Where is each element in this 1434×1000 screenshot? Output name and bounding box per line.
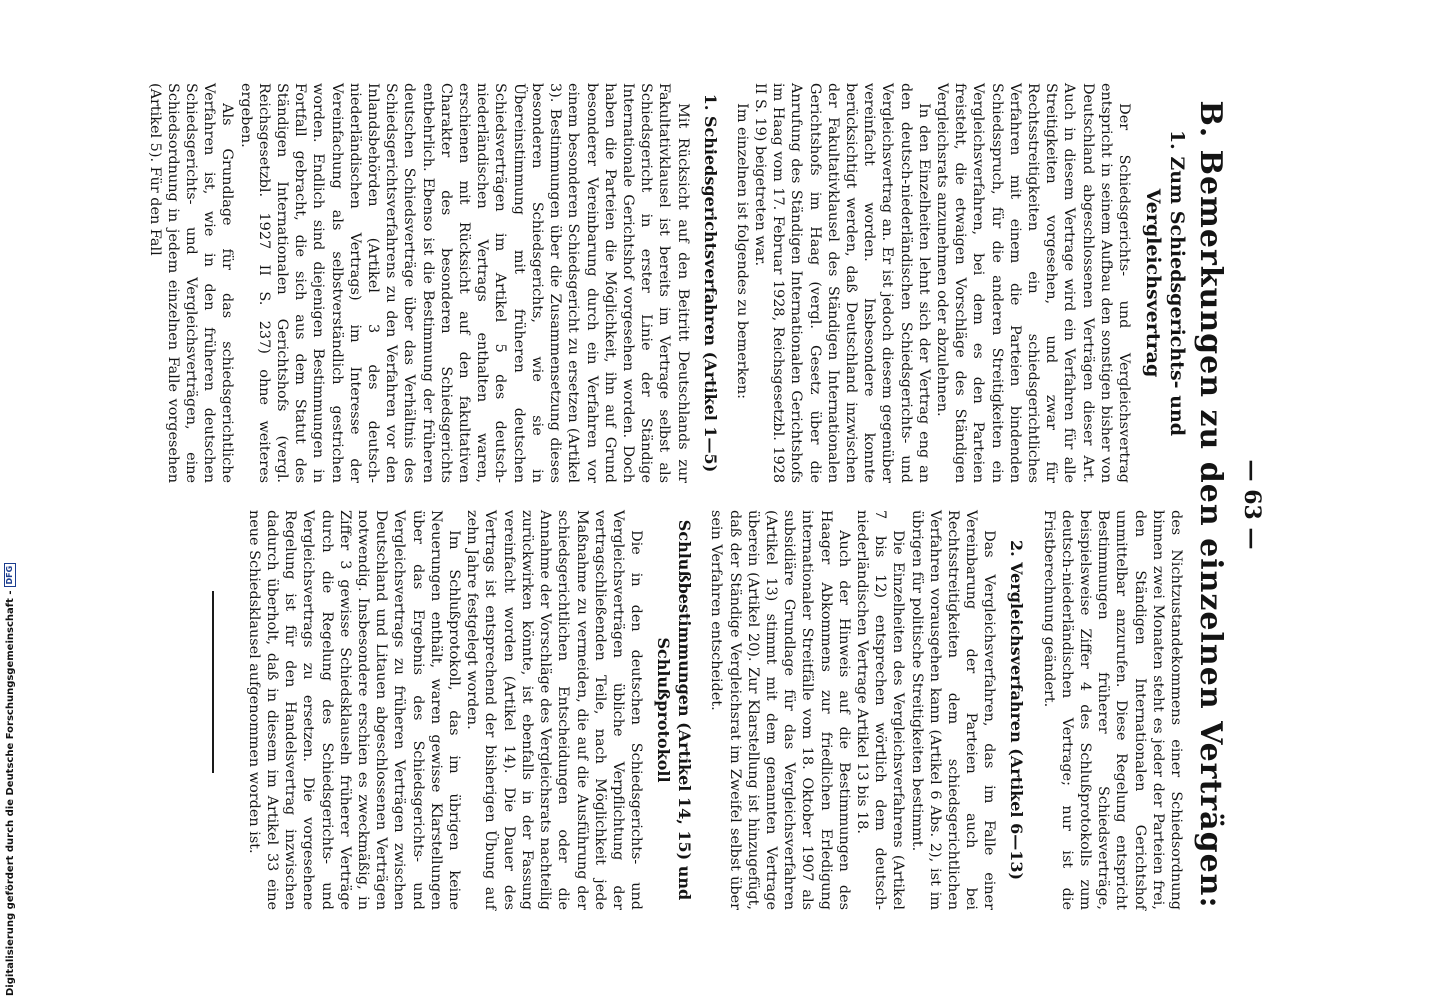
paragraph: Der Schiedsgerichts- und Vergleichsvertrag entspricht in seinem Aufbau den sonstigen bisher von Deutschland abgeschlossenen Verträgen dieser Art. Auch in diesem Vertrage wird ein Verfahren für alle Streitigkeiten vorgesehen, und zwar für Rechtsstreitigkeiten ein schiedsgerichtliches Verfahren mit einem die Parteien bindenden Schiedsspruch, für die anderen Streitigkeiten ein Vergleichsverfahren, bei dem es den Parteien freisteht, die etwaigen Vorschläge des Ständigen Vergleichsrats anzunehmen oder abzulehnen. [933, 83, 1132, 483]
page-headline: B. Bemerkungen zu den einzelnen Verträgen: [1193, 100, 1228, 909]
paragraph: Auch der Hinweis auf die Bestimmungen des Haager Abkommens zur friedlichen Erledigung internationaler Streitfälle vom 18. Oktober 1907 als subsidiäre Grundlage für das Vergleichsverfahren (Artikel 13) stimmt mit dem genannten Vertrage überein (Artikel 20). Zur Klarstellung ist hinzugefügt, daß der Ständige Vergleichsrat im Zweifel selbst über sein Verfahren entscheidet. [708, 510, 852, 910]
paragraph: des Nichtzustandekommens einer Schiedsordnung binnen zwei Monaten steht es jeder der Parteien frei, den Ständigen Internationalen Gerichtshof unmittelbar anzurufen. Diese Regelung entspricht Bestimmungen früherer Schiedsverträge, beispielsweise Ziffer 4 des Schlußprotokolls zum deutsch-niederländischen Vertrage; nur ist die Fristberechnung geändert. [1040, 510, 1184, 910]
digitization-credit [4, 563, 16, 996]
paragraph: Die Einzelheiten des Vergleichsverfahrens (Artikel 7 bis 12) entsprechen wörtlich dem deutsch-niederländischen Vertrage Artikel 13 bis 18. [853, 510, 907, 910]
paragraph: Das Vergleichsverfahren, das im Falle einer Vereinbarung der Parteien auch bei Rechtsstreitigkeiten dem schiedsgerichtlichen Verfahren vorausgehen kann (Artikel 6 Abs. 2), ist im übrigen für politische Streitigkeiten bestimmt. [908, 510, 998, 910]
left-column [145, 83, 1189, 483]
paragraph: Als Grundlage für das schiedsgerichtliche Verfahren ist, wie in den früheren deutschen Schiedsgerichts- und Vergleichsverträgen, eine Schiedsordnung in jedem einzelnen Falle vorgesehen (Artikel 5). Für den Fall [146, 83, 236, 483]
section-heading: 1. Zum Schiedsgerichts- und Vergleichsvertrag [1142, 129, 1188, 437]
sub-heading: 2. Vergleichsverfahren (Artikel 6—13) [1007, 539, 1027, 881]
sub-heading: 1. Schiedsgerichtsverfahren (Artikel 1—5) [700, 93, 720, 473]
dfg-logo-icon: DFG [4, 563, 16, 588]
paragraph: Im einzelnen ist folgendes zu bemerken: [733, 103, 750, 399]
paragraph: Die in den deutschen Schiedsgerichts- und Vergleichsverträgen übliche Verpflichtung der vertragschließenden Teile, nach Möglichkeit jede Maßnahme zu vermeiden, die auf die Ausführung der schiedsgerichtlichen Entscheidungen oder die Annahme der Vorschläge des Vergleichsrats nachteilig zurückwirken könnte, ist ebenfalls in der Fassung vereinfacht worden (Artikel 14). Die Dauer des Vertrags ist entsprechend der bisherigen Übung auf zehn Jahre festgelegt worden. [464, 510, 645, 910]
paragraph: In den Einzelheiten lehnt sich der Vertrag eng an den deutsch-niederländischen Schiedsgerichts- und Vergleichsvertrag an. Er ist jedoch diesem gegenüber vereinfacht worden. Insbesondere konnte berücksichtigt werden, daß Deutschland inzwischen der Fakultativklausel des Ständigen Internationalen Gerichtshofs im Haag (vergl. Gesetz über die Anrufung des Ständigen Internationalen Gerichtshofs im Haag vom 17. Februar 1928, Reichsgesetzbl. 1928 II S. 19) beigetreten war. [751, 83, 932, 483]
right-column [245, 510, 1185, 910]
horizontal-rule [212, 591, 214, 773]
sub-heading: Schlußbestimmungen (Artikel 14, 15) und Schlußprotokoll [654, 519, 695, 901]
scanned-page [146, 78, 1289, 931]
paragraph: Im Schlußprotokoll, das im übrigen keine Neuerungen enthält, waren gewisse Klarstellungen über das Ergebnis des Schiedsgerichts- und Vergleichsvertrags zu früheren Verträgen zwischen Deutschland und Litauen abgeschlossenen Verträgen notwendig. Insbesondere erschien es zweckmäßig, in Ziffer 3 gewisse Schiedsklauseln früherer Verträge durch die Regelung des Schiedsgerichts- und Vergleichsvertrags zu ersetzen. Die vorgesehene Regelung ist für den Handelsvertrag inzwischen dadurch überholt, daß in diesem im Artikel 33 eine neue Schiedsklausel aufgenommen worden ist. [245, 510, 463, 910]
credit-text: Digitalisierung gefördert durch die Deutsche Forschungsgemeinschaft - [4, 590, 16, 996]
paragraph: Mit Rücksicht auf den Beitritt Deutschlands zur Fakultativklausel ist bereits im Vertrage selbst als Schiedsgericht in erster Linie der Ständige Internationale Gerichtshof vorgesehen worden. Doch haben die Parteien die Möglichkeit, ihn auf Grund besonderer Vereinbarung durch ein Verfahren vor einem besonderen Schiedsgericht zu ersetzen (Artikel 3). Bestimmungen über die Zusammensetzung dieses besonderen Schiedsgerichts, wie sie in Übereinstimmung mit früheren deutschen Schiedsverträgen im Artikel 5 des deutsch-niederländischen Vertrags enthalten waren, erschienen mit Rücksicht auf den fakultativen Charakter des besonderen Schiedsgerichts entbehrlich. Ebenso ist die Bestimmung der früheren deutschen Schiedsverträge über das Verhältnis des Schiedsgerichtsverfahrens zu den Verfahren vor den Inlandsbehörden (Artikel 3 des deutsch-niederländischen Vertrags) im Interesse der Vereinfachung als selbstverständlich gestrichen worden. Endlich sind diejenigen Bestimmungen in Fortfall gebracht, die sich aus dem Statut des Ständigen Internationalen Gerichtshofs (vergl. Reichsgesetzbl. 1927 II S. 237) ohne weiteres ergeben. [237, 83, 691, 483]
page-number: — 63 — [1239, 459, 1265, 550]
